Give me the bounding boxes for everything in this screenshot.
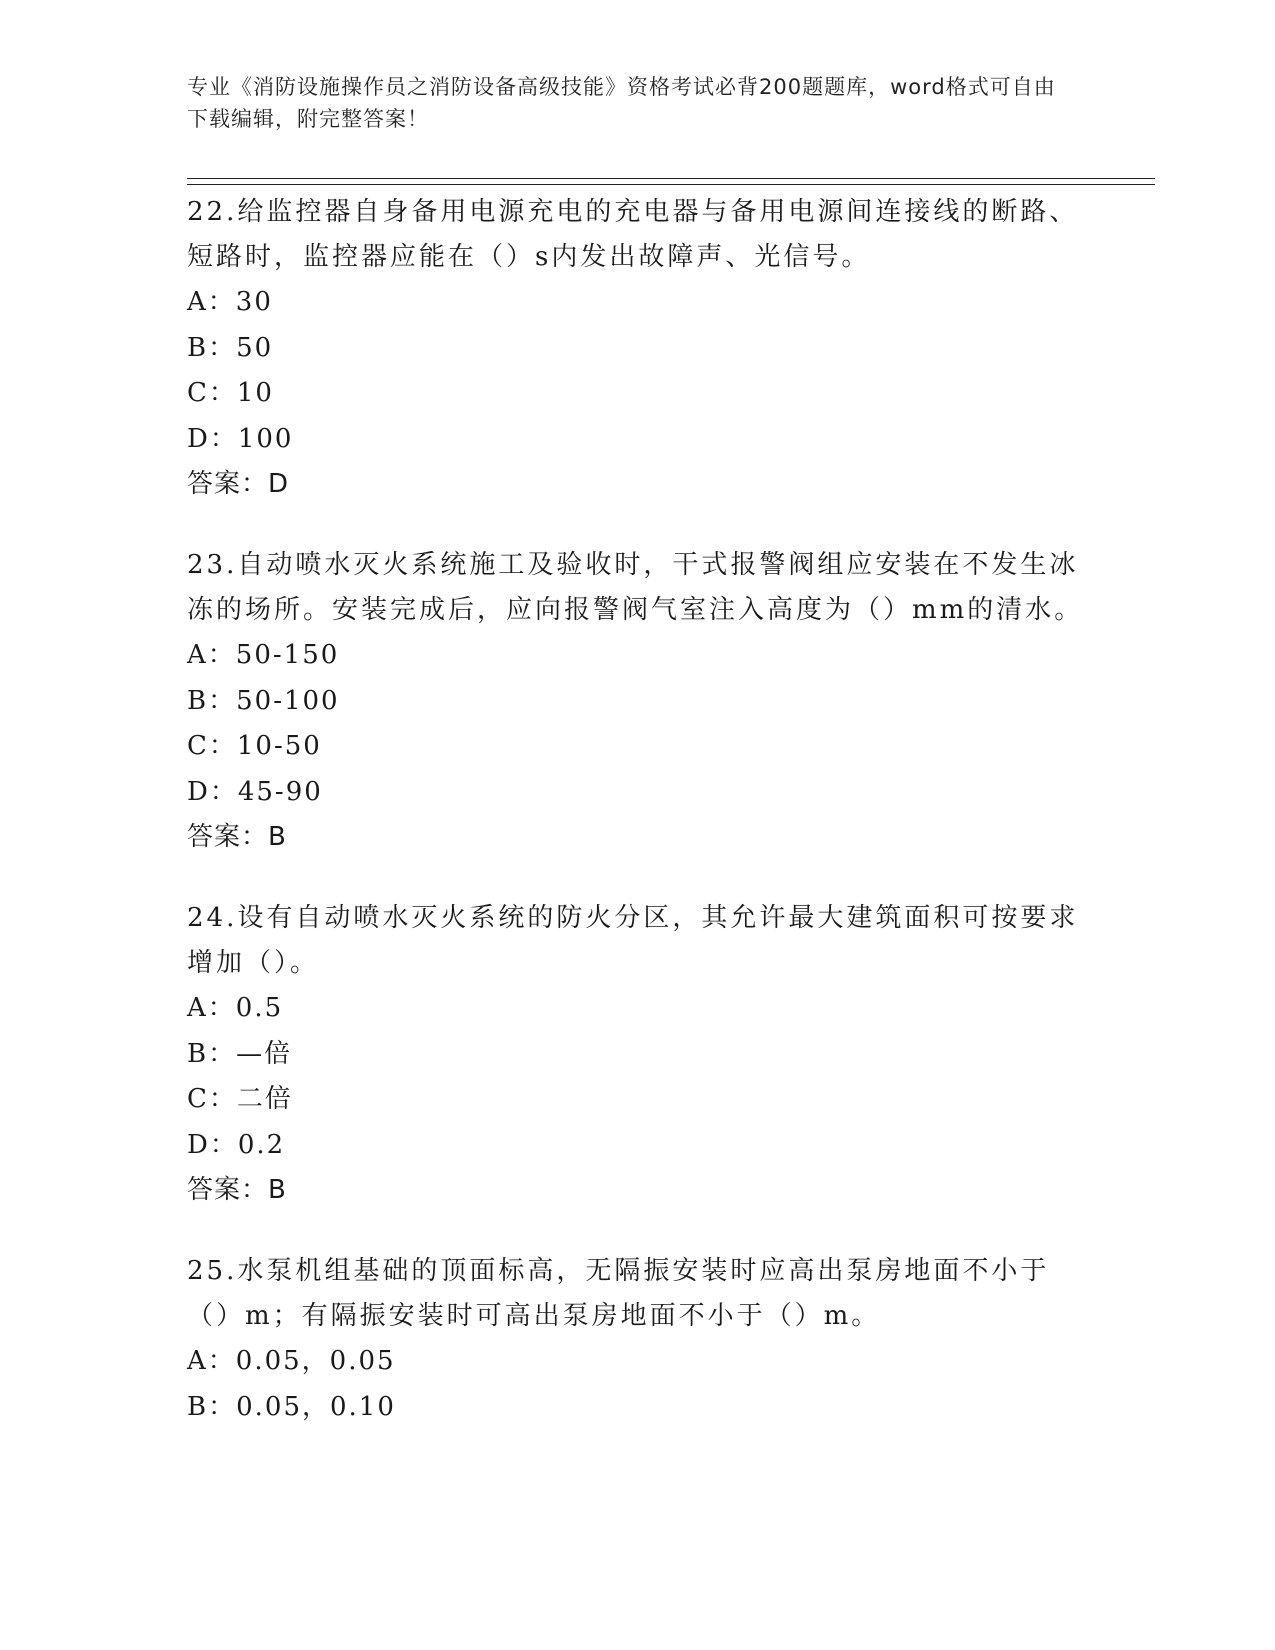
option-c: C：二倍 — [187, 1084, 293, 1114]
option-c: C：10 — [187, 378, 274, 408]
document-header: 专业《消防设施操作员之消防设备高级技能》资格考试必背200题题库，word格式可自由下载编辑，附完整答案！ — [187, 75, 1056, 131]
question-23 — [187, 543, 1087, 860]
option-a: A：30 — [187, 287, 273, 317]
option-b: B：50 — [187, 332, 274, 363]
question-list — [187, 190, 1087, 1466]
question-25 — [187, 1249, 1087, 1430]
question-stem: 22.给监控器自身备用电源充电的充电器与备用电源间连接线的断路、短路时，监控器应能在（）s内发出故障声、光信号。 — [187, 197, 1079, 272]
option-d: D：45-90 — [187, 776, 323, 807]
option-b: B：—倍 — [187, 1038, 293, 1069]
answer-line: 答案：B — [187, 822, 287, 852]
option-b: B：0.05，0.10 — [187, 1391, 396, 1422]
question-24 — [187, 896, 1087, 1213]
option-d: D：100 — [187, 423, 294, 454]
answer-line: 答案：B — [187, 1175, 287, 1205]
option-a: A：0.5 — [187, 993, 284, 1023]
question-stem: 25.水泵机组基础的顶面标高，无隔振安装时应高出泵房地面不小于（）m；有隔振安装时可高出泵房地面不小于（）m。 — [187, 1256, 1050, 1331]
option-c: C：10-50 — [187, 731, 322, 761]
header-divider-bottom — [187, 184, 1155, 185]
question-22 — [187, 190, 1087, 507]
option-a: A：0.05，0.05 — [187, 1346, 396, 1376]
question-stem: 24.设有自动喷水灭火系统的防火分区，其允许最大建筑面积可按要求增加（）。 — [187, 903, 1079, 978]
option-a: A：50-150 — [187, 640, 340, 670]
option-b: B：50-100 — [187, 685, 340, 716]
question-stem: 23.自动喷水灭火系统施工及验收时，干式报警阀组应安装在不发生冰冻的场所。安装完成后，应向报警阀气室注入高度为（）mm的清水。 — [187, 550, 1084, 625]
option-d: D：0.2 — [187, 1129, 286, 1160]
header-divider-top — [187, 178, 1155, 179]
answer-line: 答案：D — [187, 469, 290, 499]
